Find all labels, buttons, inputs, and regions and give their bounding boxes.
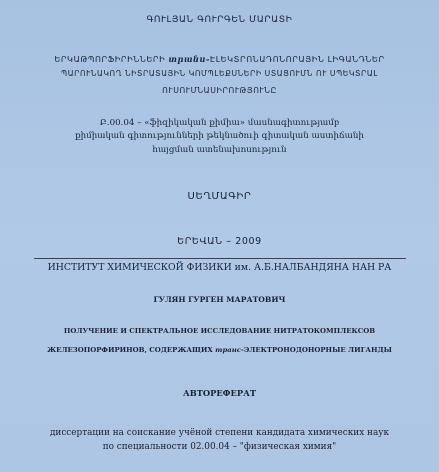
armenian-abstract-heading: ՍԵՂՄԱԳԻՐ	[187, 191, 252, 202]
separator-line	[34, 258, 406, 259]
russian-institute: ИНСТИТУТ ХИМИЧЕСКОЙ ФИЗИКИ им. А.Б.НАЛБАНДЯНА НАН РА	[47, 262, 392, 273]
armenian-specialty-line-2: քիմիական գիտությունների թեկնածուի գիտական աստիճանի	[75, 131, 364, 141]
armenian-title-line-3: ՈՒՍՈՒՄՆԱՍԻՐՈՒԹՅՈՒՆԸ	[162, 86, 277, 95]
armenian-author-name: ԳՈՒԼՅԱՆ ԳՈՒՐԳԵՆ ՄԱՐԱՏԻ	[146, 15, 293, 25]
armenian-title-line-1: ԵՐԿԱԹՊՈՐՖԻՐԻՆՆԵՐԻ տրանս-ԷԼԵԿՏՐՈՆԱԴՈՆՈՐԱՅԻՆ ԼԻԳԱՆԴՆԵՐ	[54, 54, 385, 64]
russian-title-line-2: ЖЕЛЕЗОПОРФИРИНОВ, СОДЕРЖАЩИХ транс-ЭЛЕКТРОНОДОНОРНЫЕ ЛИГАНДЫ	[47, 346, 392, 354]
armenian-specialty-line-3: հայցման ատենախոսություն	[152, 145, 287, 155]
armenian-specialty-line-1: Բ.00.04 – «ֆիզիկական քիմիա» մասնագիտությամբ	[99, 118, 340, 128]
russian-title-line-1: ПОЛУЧЕНИЕ И СПЕКТРАЛЬНОЕ ИССЛЕДОВАНИЕ НИТРАТОКОМПЛЕКСОВ	[63, 327, 376, 335]
armenian-city-year: ԵՐԵՎԱՆ – 2009	[177, 236, 262, 247]
russian-abstract-heading: АВТОРЕФЕРАТ	[182, 388, 257, 398]
russian-dissertation-line-1: диссертации на соискание учёной степени кандидата химических наук	[49, 428, 390, 438]
russian-dissertation-line-2: по специальности 02.00.04 – "физическая химия"	[102, 442, 337, 452]
russian-author-name: ГУЛЯН ГУРГЕН МАРАТОВИЧ	[153, 295, 286, 304]
armenian-title-line-2: ՊԱՐՈՒՆԱԿՈՂ ՆԻՏՐԱՏԱՅԻՆ ԿՈՄՊԼԵՔՍՆԵՐԻ ՍՏԱՑՈՒՄՆ ՈՒ ՍՊԵԿՏՐԱԼ	[61, 69, 378, 78]
